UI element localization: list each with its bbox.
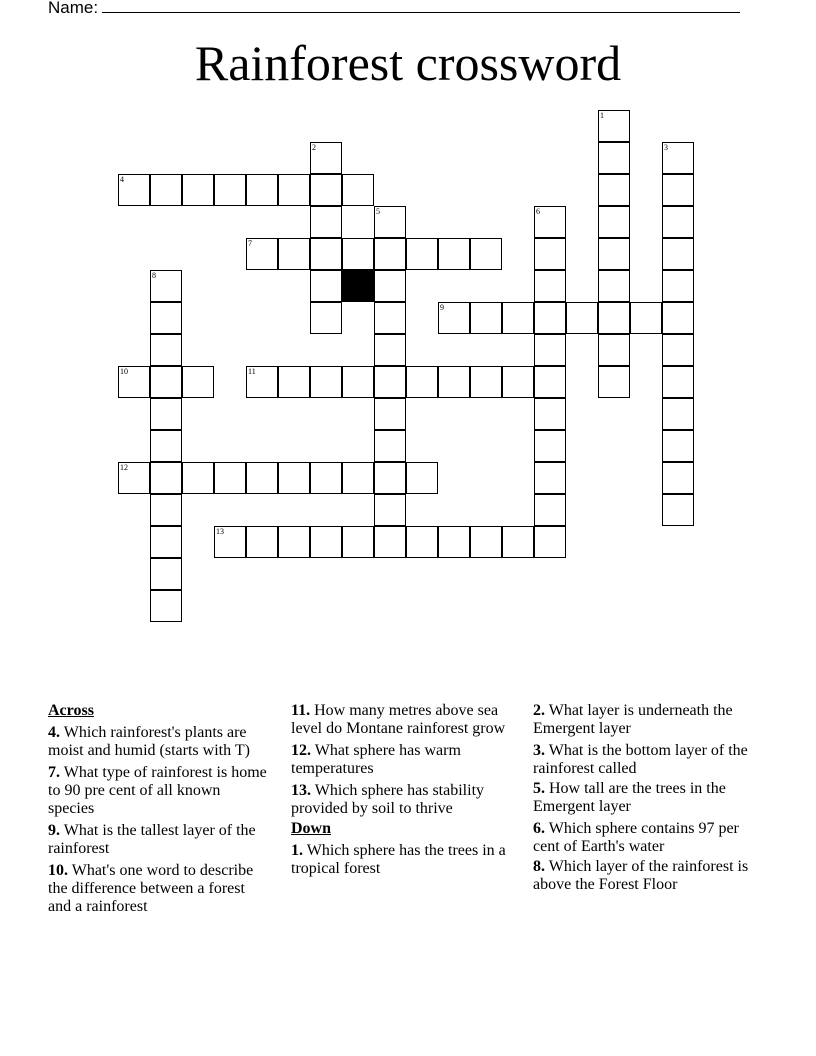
grid-cell[interactable] xyxy=(534,398,566,430)
grid-cell[interactable] xyxy=(534,270,566,302)
grid-cell[interactable] xyxy=(534,430,566,462)
clue-number: 1. xyxy=(291,842,303,859)
clue-across-9 xyxy=(48,822,270,858)
grid-cell[interactable] xyxy=(534,526,566,558)
grid-cell[interactable] xyxy=(662,302,694,334)
clue-number: 5. xyxy=(533,780,545,797)
clue-number: 2. xyxy=(533,702,545,719)
grid-cell[interactable] xyxy=(182,366,214,398)
clue-number-label: 6 xyxy=(536,207,540,216)
grid-cell[interactable] xyxy=(278,462,310,494)
grid-cell[interactable] xyxy=(310,174,342,206)
grid-cell[interactable] xyxy=(118,462,150,494)
clue-text: How many metres above sea level do Montane rainforest grow xyxy=(291,702,506,737)
clue-number-label: 2 xyxy=(312,143,316,152)
grid-cell[interactable] xyxy=(374,334,406,366)
clue-column-3 xyxy=(533,702,755,898)
grid-cell[interactable] xyxy=(374,398,406,430)
grid-cell[interactable] xyxy=(150,334,182,366)
across-heading: Across xyxy=(48,702,94,719)
clue-down-6 xyxy=(533,820,755,856)
grid-cell[interactable] xyxy=(310,142,342,174)
grid-cell[interactable] xyxy=(342,366,374,398)
clue-number-label: 1 xyxy=(600,111,604,120)
grid-cell[interactable] xyxy=(150,270,182,302)
clue-number: 10. xyxy=(48,862,68,879)
clue-number: 6. xyxy=(533,820,545,837)
grid-cell[interactable] xyxy=(598,206,630,238)
grid-cell[interactable] xyxy=(438,238,470,270)
grid-cell[interactable] xyxy=(246,366,278,398)
grid-cell[interactable] xyxy=(150,174,182,206)
grid-cell[interactable] xyxy=(310,270,342,302)
clue-text: What's one word to describe the difference between a forest and a rainforest xyxy=(48,862,254,915)
name-label: Name: xyxy=(48,0,99,17)
clue-text: Which layer of the rainforest is above the Forest Floor xyxy=(533,858,749,893)
grid-cell[interactable] xyxy=(438,302,470,334)
grid-cell[interactable] xyxy=(470,526,502,558)
clue-text: What type of rainforest is home to 90 pre cent of all known species xyxy=(48,764,267,817)
clue-text: Which rainforest's plants are moist and humid (starts with T) xyxy=(48,724,250,759)
grid-cell[interactable] xyxy=(598,334,630,366)
grid-cell[interactable] xyxy=(374,238,406,270)
grid-cell[interactable] xyxy=(150,526,182,558)
grid-cell[interactable] xyxy=(150,558,182,590)
clue-number: 7. xyxy=(48,764,60,781)
grid-cell[interactable] xyxy=(566,302,598,334)
clue-across-4 xyxy=(48,724,270,760)
black-cell xyxy=(342,270,374,302)
grid-cell[interactable] xyxy=(310,302,342,334)
grid-cell[interactable] xyxy=(662,270,694,302)
clue-number-label: 9 xyxy=(440,303,444,312)
grid-cell[interactable] xyxy=(374,526,406,558)
clue-column-1 xyxy=(48,702,270,920)
clue-number: 8. xyxy=(533,858,545,875)
grid-cell[interactable] xyxy=(182,174,214,206)
grid-cell[interactable] xyxy=(406,462,438,494)
clue-number-label: 11 xyxy=(248,367,256,376)
clue-number: 4. xyxy=(48,724,60,741)
grid-cell[interactable] xyxy=(310,206,342,238)
clue-across-10 xyxy=(48,862,270,916)
clue-text: What sphere has warm temperatures xyxy=(291,742,461,777)
grid-cell[interactable] xyxy=(150,430,182,462)
grid-cell[interactable] xyxy=(278,238,310,270)
grid-cell[interactable] xyxy=(662,398,694,430)
grid-cell[interactable] xyxy=(342,526,374,558)
grid-cell[interactable] xyxy=(406,366,438,398)
grid-cell[interactable] xyxy=(662,238,694,270)
grid-cell[interactable] xyxy=(310,526,342,558)
grid-cell[interactable] xyxy=(374,494,406,526)
grid-cell[interactable] xyxy=(662,334,694,366)
grid-cell[interactable] xyxy=(502,302,534,334)
grid-cell[interactable] xyxy=(342,462,374,494)
grid-cell[interactable] xyxy=(598,302,630,334)
clue-across-13 xyxy=(291,782,513,818)
grid-cell[interactable] xyxy=(470,366,502,398)
clue-down-3 xyxy=(533,742,755,778)
clue-number: 9. xyxy=(48,822,60,839)
clue-text: How tall are the trees in the Emergent layer xyxy=(533,780,726,815)
clue-number: 11. xyxy=(291,702,311,719)
grid-cell[interactable] xyxy=(598,270,630,302)
clue-text: What is the tallest layer of the rainforest xyxy=(48,822,256,857)
grid-cell[interactable] xyxy=(534,334,566,366)
grid-cell[interactable] xyxy=(502,526,534,558)
grid-cell[interactable] xyxy=(150,590,182,622)
grid-cell[interactable] xyxy=(310,462,342,494)
grid-cell[interactable] xyxy=(150,366,182,398)
grid-cell[interactable] xyxy=(662,366,694,398)
clue-down-1 xyxy=(291,842,513,878)
grid-cell[interactable] xyxy=(598,142,630,174)
grid-cell[interactable] xyxy=(534,366,566,398)
grid-cell[interactable] xyxy=(662,494,694,526)
grid-cell[interactable] xyxy=(406,238,438,270)
down-heading: Down xyxy=(291,820,332,837)
grid-cell[interactable] xyxy=(342,174,374,206)
clue-down-2 xyxy=(533,702,755,738)
page-title: Rainforest crossword xyxy=(194,35,622,91)
grid-cell[interactable] xyxy=(246,174,278,206)
grid-cell[interactable] xyxy=(470,238,502,270)
grid-cell[interactable] xyxy=(150,462,182,494)
grid-cell[interactable] xyxy=(374,462,406,494)
clue-number-label: 7 xyxy=(248,239,252,248)
clue-number: 12. xyxy=(291,742,311,759)
grid-cell[interactable] xyxy=(662,206,694,238)
grid-cell[interactable] xyxy=(246,526,278,558)
grid-cell[interactable] xyxy=(598,110,630,142)
grid-cell[interactable] xyxy=(598,174,630,206)
clue-number-label: 3 xyxy=(664,143,668,152)
grid-cell[interactable] xyxy=(598,366,630,398)
clue-across-7 xyxy=(48,764,270,818)
grid-cell[interactable] xyxy=(278,526,310,558)
grid-cell[interactable] xyxy=(662,462,694,494)
clue-down-5 xyxy=(533,780,755,816)
grid-cell[interactable] xyxy=(246,238,278,270)
grid-cell[interactable] xyxy=(598,238,630,270)
clue-column-2 xyxy=(291,702,513,882)
grid-cell[interactable] xyxy=(150,494,182,526)
grid-cell[interactable] xyxy=(310,366,342,398)
clue-number-label: 12 xyxy=(120,463,128,472)
grid-cell[interactable] xyxy=(118,366,150,398)
clue-across-11 xyxy=(291,702,513,738)
grid-cell[interactable] xyxy=(438,526,470,558)
grid-cell[interactable] xyxy=(278,366,310,398)
grid-cell[interactable] xyxy=(662,430,694,462)
clue-across-12 xyxy=(291,742,513,778)
clue-number-label: 13 xyxy=(216,527,224,536)
grid-cell[interactable] xyxy=(150,302,182,334)
grid-cell[interactable] xyxy=(534,238,566,270)
grid-cell[interactable] xyxy=(310,238,342,270)
clue-text: Which sphere has the trees in a tropical forest xyxy=(291,842,506,877)
grid-cell[interactable] xyxy=(278,174,310,206)
grid-cell[interactable] xyxy=(662,142,694,174)
grid-cell[interactable] xyxy=(406,526,438,558)
grid-cell[interactable] xyxy=(534,206,566,238)
grid-cell[interactable] xyxy=(502,366,534,398)
clue-text: Which sphere contains 97 per cent of Earth's water xyxy=(533,820,739,855)
grid-cell[interactable] xyxy=(662,174,694,206)
grid-cell[interactable] xyxy=(182,462,214,494)
clue-number-label: 10 xyxy=(120,367,128,376)
clue-down-8 xyxy=(533,858,755,894)
grid-cell[interactable] xyxy=(374,430,406,462)
clue-number-label: 5 xyxy=(376,207,380,216)
grid-cell[interactable] xyxy=(246,462,278,494)
clue-text: Which sphere has stability provided by soil to thrive xyxy=(291,782,485,817)
grid-cell[interactable] xyxy=(534,494,566,526)
clue-number-label: 4 xyxy=(120,175,124,184)
grid-cell[interactable] xyxy=(150,398,182,430)
grid-cell[interactable] xyxy=(118,174,150,206)
grid-cell[interactable] xyxy=(470,302,502,334)
grid-cell[interactable] xyxy=(630,302,662,334)
clue-number-label: 8 xyxy=(152,271,156,280)
grid-cell[interactable] xyxy=(374,206,406,238)
grid-cell[interactable] xyxy=(214,462,246,494)
grid-cell[interactable] xyxy=(342,238,374,270)
clue-number: 13. xyxy=(291,782,311,799)
grid-cell[interactable] xyxy=(534,302,566,334)
grid-cell[interactable] xyxy=(214,526,246,558)
grid-cell[interactable] xyxy=(374,366,406,398)
grid-cell[interactable] xyxy=(438,366,470,398)
grid-cell[interactable] xyxy=(214,174,246,206)
grid-cell[interactable] xyxy=(534,462,566,494)
grid-cell[interactable] xyxy=(374,302,406,334)
grid-cell[interactable] xyxy=(374,270,406,302)
clue-text: What layer is underneath the Emergent layer xyxy=(533,702,733,737)
clue-text: What is the bottom layer of the rainforest called xyxy=(533,742,748,777)
clue-number: 3. xyxy=(533,742,545,759)
